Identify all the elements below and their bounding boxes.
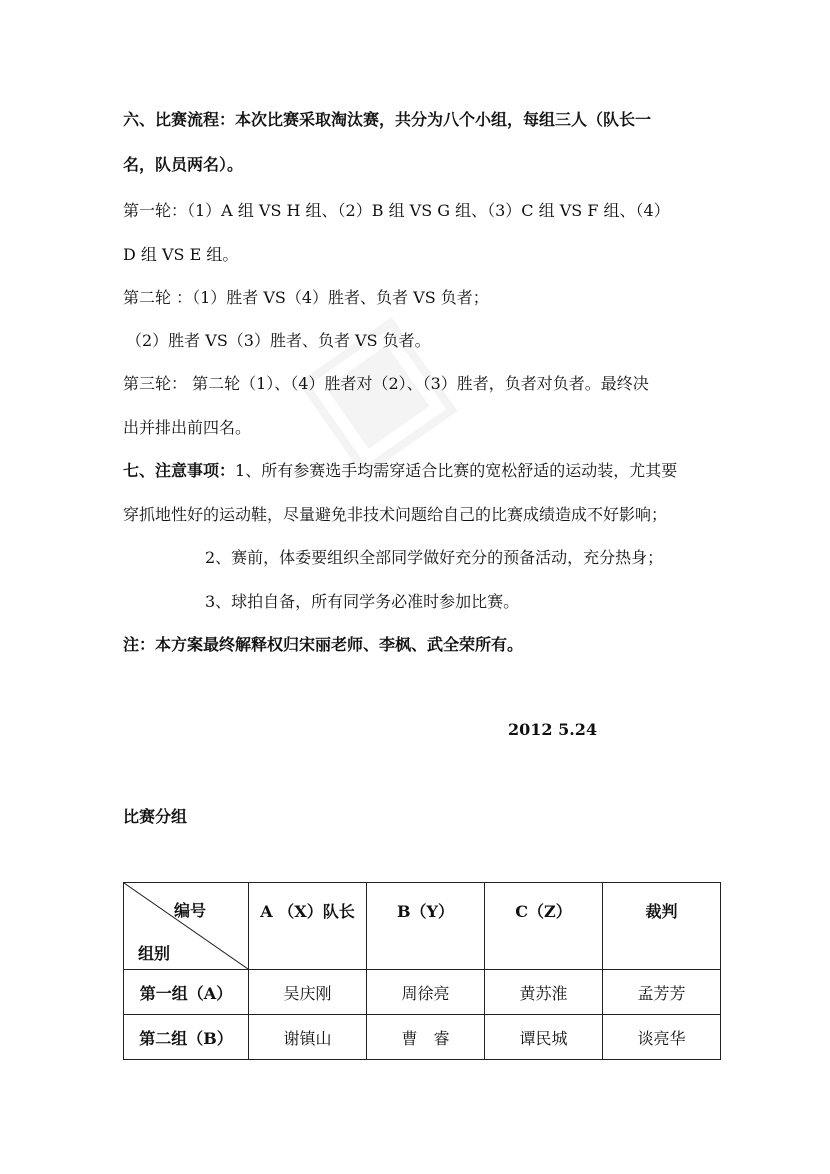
player-b-cell: 周徐亮: [367, 970, 485, 1015]
player-b-cell: 曹 睿: [367, 1015, 485, 1060]
section7-item2: 2、赛前，体委要组织全部同学做好充分的预备活动，充分热身；: [205, 548, 664, 567]
groups-title: 比赛分组: [123, 807, 188, 826]
corner-cell: [124, 883, 249, 970]
table-header-row: [124, 883, 721, 970]
section6-line2: 名，队员两名）。: [123, 155, 244, 174]
round2-line1: 第二轮 ：（1）胜者 VS（4）胜者、负者 VS 负者；: [123, 288, 489, 307]
section7-item1-b: 穿抓地性好的运动鞋，尽量避免非技术问题给自己的比赛成绩造成不好影响；: [123, 505, 668, 524]
corner-top-label: 编号: [174, 901, 207, 920]
judge-cell: 谈亮华: [603, 1015, 721, 1060]
header-judge: 裁判: [645, 902, 678, 921]
round1-line2: D 组 VS E 组。: [123, 245, 239, 264]
player-a-cell: 吴庆刚: [249, 970, 367, 1015]
header-b: B（Y）: [397, 902, 454, 921]
header-cell: [485, 883, 603, 970]
player-c-cell: 谭民城: [485, 1015, 603, 1060]
section7-line1: [123, 461, 677, 481]
round1-line1: 第一轮：（1）A 组 VS H 组、（2）B 组 VS G 组、（3）C 组 VS F 组、（4）: [123, 201, 670, 220]
header-c: C（Z）: [515, 902, 572, 921]
corner-bottom-label: 组别: [138, 944, 171, 963]
header-cell: [249, 883, 367, 970]
section7-item3: 3、球拍自备，所有同学务必准时参加比赛。: [205, 592, 520, 611]
player-a-cell: 谢镇山: [249, 1015, 367, 1060]
note: 注：本方案最终解释权归宋丽老师、李枫、武全荣所有。: [123, 635, 524, 654]
table-row: [124, 1015, 721, 1060]
table-row: [124, 970, 721, 1015]
group-cell: 第二组（B）: [124, 1015, 249, 1060]
round2-line2: （2）胜者 VS（3）胜者、负者 VS 负者。: [126, 331, 431, 350]
round3-line2: 出并排出前四名。: [123, 418, 252, 437]
section7-title: 七、注意事项：: [123, 461, 236, 480]
header-cell: [367, 883, 485, 970]
round3-line1: 第三轮： 第二轮（1）、（4）胜者对（2）、（3）胜者，负者对负者。最终决: [123, 374, 649, 393]
groups-table: [123, 882, 721, 1060]
section6-line1: 六、比赛流程：本次比赛采取淘汰赛，共分为八个小组，每组三人（队长一: [123, 110, 652, 129]
date: 2012 5.24: [508, 720, 598, 739]
header-cell: [603, 883, 721, 970]
player-c-cell: 黄苏淮: [485, 970, 603, 1015]
header-a: A （X）队长: [260, 902, 355, 921]
section7-item1-a: 1、所有参赛选手均需穿适合比赛的宽松舒适的运动装，尤其要: [235, 461, 678, 480]
group-cell: 第一组（A）: [124, 970, 249, 1015]
judge-cell: 孟芳芳: [603, 970, 721, 1015]
